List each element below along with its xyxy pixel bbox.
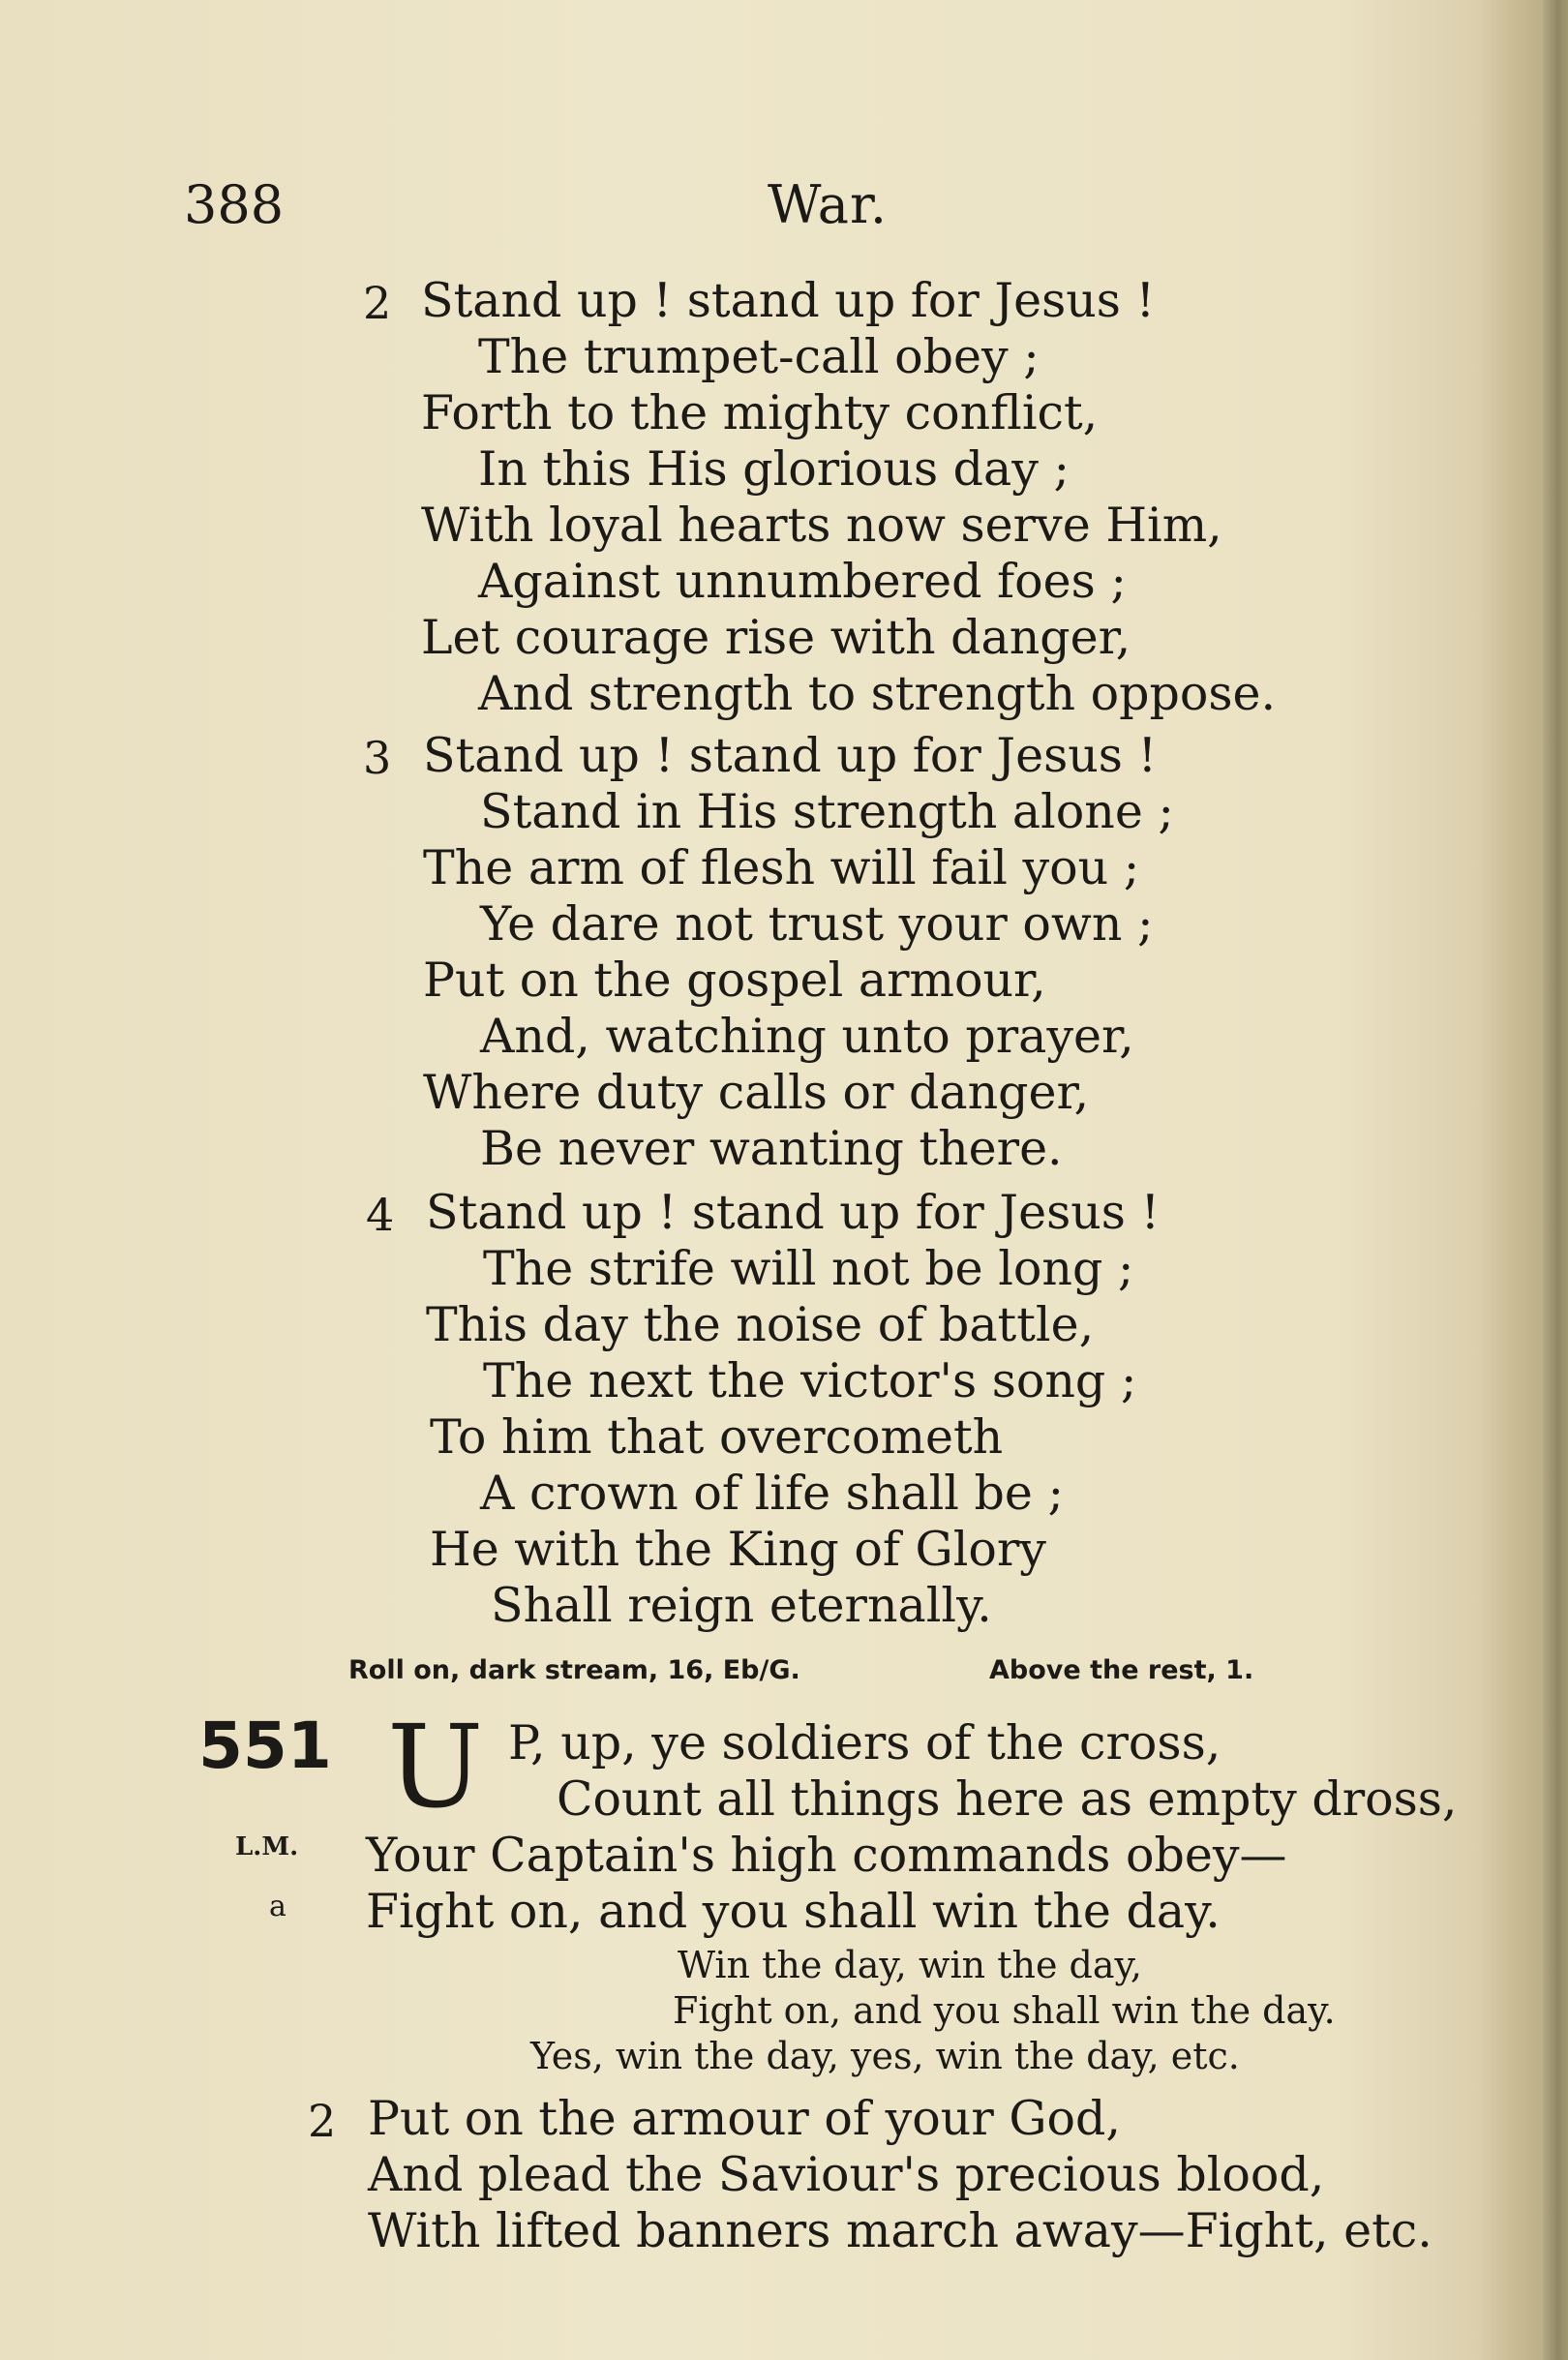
key-label: a	[269, 1890, 286, 1923]
verse-line: Be never wanting there.	[480, 1121, 1063, 1176]
hymn-number: 551	[198, 1709, 332, 1783]
verse-line: Fight on, and you shall win the day.	[366, 1884, 1221, 1939]
verse-line: Shall reign eternally.	[491, 1578, 992, 1633]
verse-line: And, watching unto prayer,	[480, 1009, 1134, 1064]
verse-line: This day the noise of battle,	[426, 1297, 1095, 1352]
verse-number: 4	[366, 1189, 395, 1241]
verse-line: And strength to strength oppose.	[478, 666, 1277, 721]
verse-number: 2	[308, 2095, 337, 2147]
verse-line: Your Captain's high commands obey—	[366, 1828, 1287, 1883]
verse-line: Ye dare not trust your own ;	[480, 896, 1154, 952]
page-number: 388	[184, 174, 285, 235]
verse-line: Against unnumbered foes ;	[478, 554, 1127, 609]
verse-line: A crown of life shall be ;	[480, 1466, 1064, 1521]
verse-line: Stand in His strength alone ;	[480, 784, 1174, 839]
verse-line: And plead the Saviour's precious blood,	[368, 2147, 1325, 2202]
verse-line: Forth to the mighty conflict,	[421, 385, 1099, 440]
tune-reference: Roll on, dark stream, 16, Eb/G.	[348, 1655, 800, 1685]
verse-line: Put on the armour of your God,	[368, 2091, 1121, 2146]
verse-line: The arm of flesh will fail you ;	[423, 840, 1140, 895]
section-title: War.	[768, 174, 889, 235]
verse-line: With loyal hearts now serve Him,	[421, 498, 1222, 553]
verse-line: He with the King of Glory	[430, 1522, 1046, 1577]
chorus-line: Yes, win the day, yes, win the day, etc.	[530, 2035, 1240, 2077]
verse-line: The trumpet-call obey ;	[478, 329, 1040, 384]
drop-cap: U	[387, 1700, 484, 1833]
page-edge-shadow	[1543, 0, 1568, 2360]
chorus-line: Fight on, and you shall win the day.	[673, 1989, 1336, 2032]
verse-line: Put on the gospel armour,	[423, 953, 1046, 1008]
verse-line: Stand up ! stand up for Jesus !	[421, 273, 1156, 328]
meter-label: L.M.	[235, 1832, 299, 1861]
verse-line: P, up, ye soldiers of the cross,	[508, 1715, 1221, 1770]
verse-line: Where duty calls or danger,	[423, 1065, 1090, 1120]
tune-reference: Above the rest, 1.	[989, 1655, 1254, 1685]
verse-line: The strife will not be long ;	[483, 1241, 1134, 1296]
verse-line: With lifted banners march away—Fight, etc.	[368, 2203, 1432, 2258]
verse-number: 3	[363, 732, 392, 784]
verse-line: Stand up ! stand up for Jesus !	[423, 728, 1158, 783]
verse-number: 2	[363, 277, 392, 329]
verse-line: The next the victor's song ;	[483, 1353, 1137, 1408]
chorus-line: Win the day, win the day,	[678, 1944, 1142, 1986]
verse-line: Count all things here as empty dross,	[557, 1771, 1458, 1827]
verse-line: To him that overcometh	[430, 1409, 1004, 1465]
verse-line: In this His glorious day ;	[478, 441, 1070, 497]
verse-line: Let courage rise with danger,	[421, 610, 1131, 665]
verse-line: Stand up ! stand up for Jesus !	[426, 1185, 1161, 1240]
